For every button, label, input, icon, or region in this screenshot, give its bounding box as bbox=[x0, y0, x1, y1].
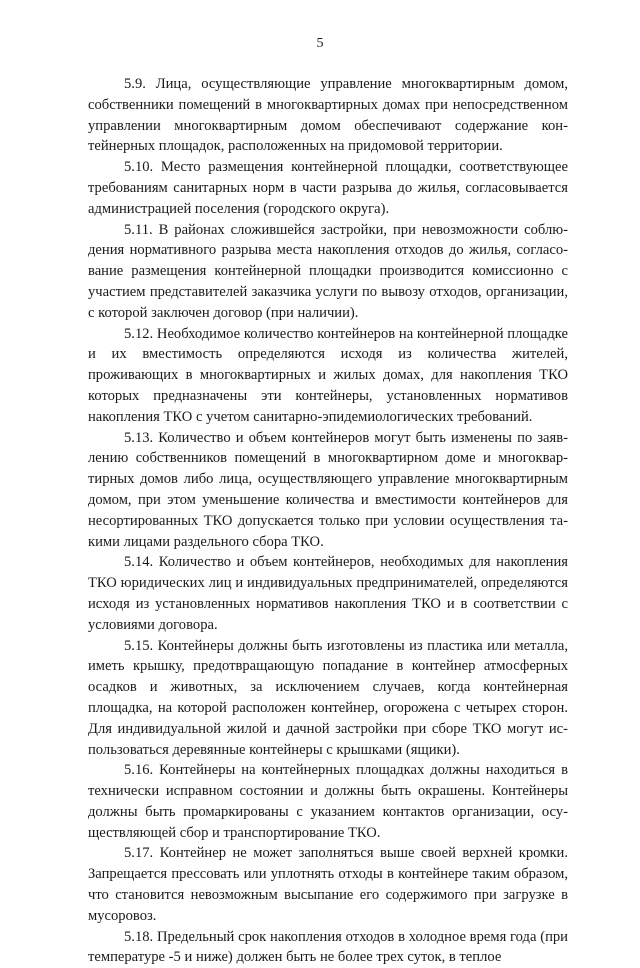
document-body bbox=[88, 74, 568, 968]
paragraph-5-13: 5.13. Количество и объем контейнеров могут быть изменены по заявлению собственников помещений в многоквартирном доме и многоквартирных домов либо лица, осуществляющего управление многоквартирным домом, при этом уменьшение количества и вместимости контейнеров для несортированных ТКО допускается только при условии осуществления такими лицами раздельного сбора ТКО. bbox=[88, 429, 568, 550]
page-number: 5 bbox=[316, 36, 324, 51]
paragraph-5-15: 5.15. Контейнеры должны быть изготовлены из пластика или металла, иметь крышку, предотвращающую попадание в контейнер атмосферных осадков и животных, за исключением случаев, когда контейнерная площадка, на которой расположен контейнер, огорожена с четырех сторон. Для индивидуальной жилой и дачной застройки при сборе ТКО могут использоваться деревянные контейнеры с крышками (ящики). bbox=[88, 637, 568, 758]
paragraph-5-18: 5.18. Предельный срок накопления отходов в холодное время года (при температуре -5 и ниже) должен быть не более трех суток, в теплое bbox=[88, 928, 568, 966]
paragraph-5-17: 5.17. Контейнер не может заполняться выше своей верхней кромки. Запрещается прессовать или уплотнять отходы в контейнере таким образом, что становится невозможным высыпание его содержимого при загрузке в мусоровоз. bbox=[88, 845, 568, 924]
paragraph-5-9: 5.9. Лица, осуществляющие управление многоквартирным домом, собственники помещений в многоквартирных домах при непосредственном управлении многоквартирным домом обеспечивают содержание контейнерных площадок, расположенных на придомовой территории. bbox=[88, 76, 568, 155]
paragraph-5-16: 5.16. Контейнеры на контейнерных площадках должны находиться в технически исправном состоянии и должны быть окрашены. Контейнеры должны быть промаркированы с указанием контактов организации, осуществляющей сбор и транспортирование ТКО. bbox=[88, 762, 568, 841]
paragraph-5-11: 5.11. В районах сложившейся застройки, при невозможности соблюдения нормативного разрыва места накопления отходов до жилья, согласование размещения контейнерной площадки производится комиссионно с участием представителей заказчика услуги по вывозу отходов, организации, с которой заключен договор (при наличии). bbox=[88, 221, 568, 321]
paragraph-5-14: 5.14. Количество и объем контейнеров, необходимых для накопления ТКО юридических лиц и индивидуальных предпринимателей, определяются исходя из установленных нормативов накопления ТКО и в соответствии с условиями договора. bbox=[88, 554, 568, 633]
paragraph-5-10: 5.10. Место размещения контейнерной площадки, соответствующее требованиям санитарных норм в части разрыва до жилья, согласовывается администрацией поселения (городского округа). bbox=[88, 159, 568, 217]
paragraph-5-12: 5.12. Необходимое количество контейнеров на контейнерной площадке и их вместимость определяются исходя из количества жителей, проживающих в многоквартирных и жилых домах, для накопления ТКО которых предназначены эти контейнеры, установленных нормативов накопления ТКО с учетом санитарно-эпидемиологических требований. bbox=[88, 325, 568, 425]
